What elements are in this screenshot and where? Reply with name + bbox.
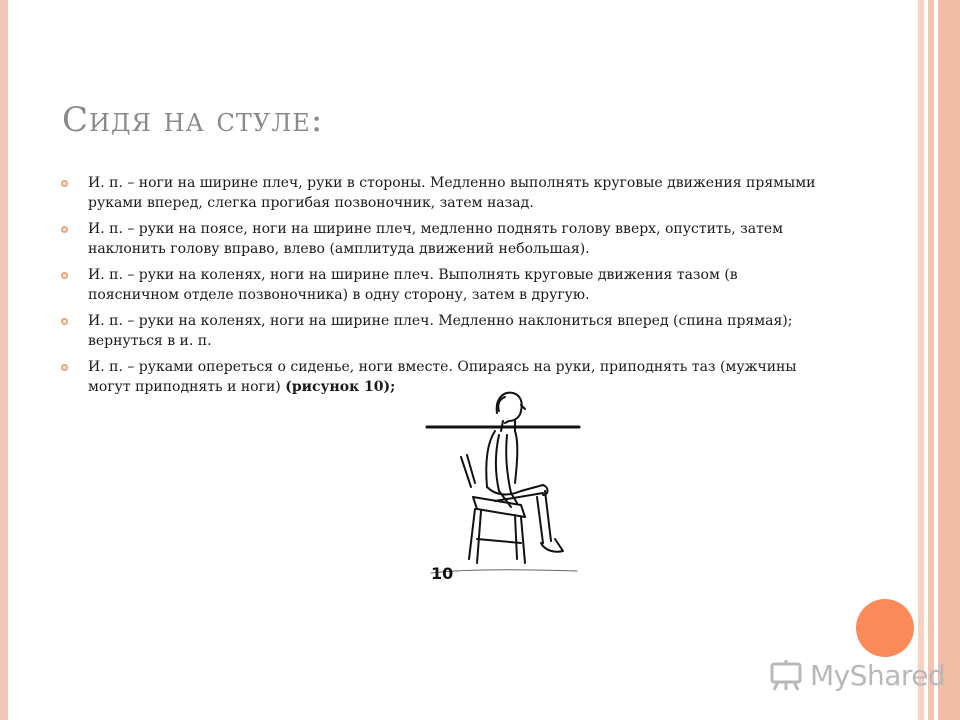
bullet-circle-icon (61, 180, 68, 187)
figure-number: 10 (431, 564, 454, 583)
right-decorative-stripes (918, 0, 960, 720)
decorative-orange-circle (856, 599, 914, 657)
person-sitting-on-chair-illustration (425, 383, 581, 583)
list-item (60, 311, 830, 351)
bullet-list (60, 173, 830, 403)
bullet-text: И. п. – руками опереться о сиденье, ноги вместе. Опираясь на руки, приподнять таз (мужчины могут приподнять и ноги) (88, 359, 797, 395)
bullet-circle-icon (61, 272, 68, 279)
bullet-circle-icon (61, 318, 68, 325)
bullet-circle-icon (61, 226, 68, 233)
presentation-board-icon (768, 658, 804, 692)
bullet-text: И. п. – руки на коленях, ноги на ширине плеч. Медленно наклониться вперед (спина прямая); вернуться в и. п. (88, 313, 793, 349)
figure-10 (425, 383, 581, 583)
watermark (768, 655, 945, 695)
watermark-text: MyShared (810, 658, 946, 692)
list-item (60, 219, 830, 259)
slide-title: Сидя на стуле: (62, 100, 324, 140)
bullet-text: И. п. – руки на поясе, ноги на ширине плеч, медленно поднять голову вверх, опустить, затем наклонить голову вправо, влево (амплитуда движений небольшая). (88, 221, 784, 257)
bullet-text: И. п. – руки на коленях, ноги на ширине плеч. Выполнять круговые движения тазом (в поясничном отделе позвоночника) в одну сторону, затем в другую. (88, 267, 738, 303)
list-item (60, 173, 830, 213)
figure-reference: (рисунок 10); (285, 379, 396, 395)
bullet-text: И. п. – ноги на ширине плеч, руки в стороны. Медленно выполнять круговые движения прямыми руками вперед, слегка прогибая позвоночник, затем назад. (88, 175, 816, 211)
bullet-circle-icon (61, 364, 68, 371)
list-item (60, 265, 830, 305)
left-border (0, 0, 8, 720)
